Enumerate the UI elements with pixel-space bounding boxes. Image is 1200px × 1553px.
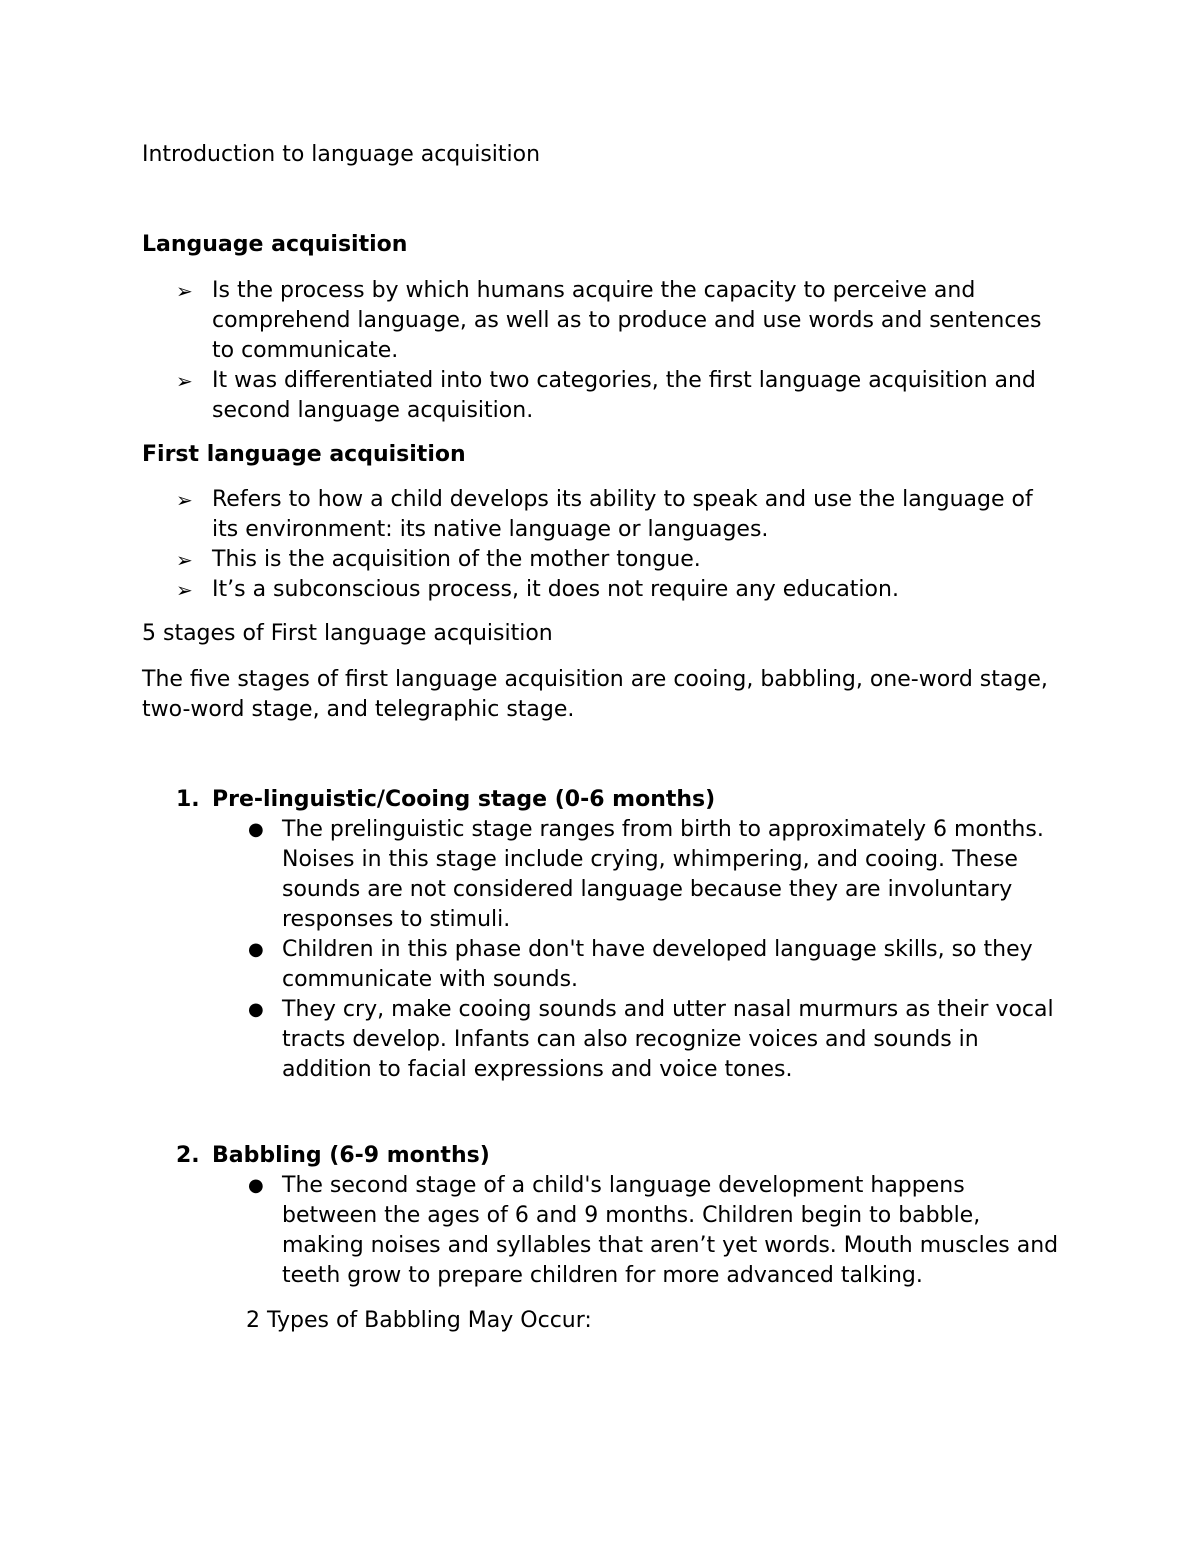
dot-bullet-icon: ●: [248, 819, 264, 840]
stages-heading: 5 stages of First language acquisition: [142, 621, 553, 646]
list-item-text: They cry, make cooing sounds and utter nasal murmurs as their vocal tracts develop. Infants can also recognize voices and sounds in addition to facial expressions and voice tones.: [282, 997, 1054, 1082]
stage-2-list: [176, 1171, 1066, 1291]
list-item: [142, 366, 1062, 426]
stage-2: [176, 1141, 1066, 1336]
stage-1: [176, 785, 1066, 1085]
list-item: [176, 995, 1066, 1085]
list-item-text: The second stage of a child's language development happens between the ages of 6 and 9 months. Children begin to babble, making noises and syllables that aren’t yet words. Mouth muscles and teeth grow to prepare children for more advanced talking.: [282, 1173, 1059, 1288]
section-heading-first-language-acquisition: First language acquisition: [142, 442, 466, 467]
first-language-acquisition-list: [142, 485, 1062, 605]
stage-number: 2.: [176, 1143, 200, 1168]
arrow-bullet-icon: ➢: [176, 369, 193, 393]
section-heading-language-acquisition: Language acquisition: [142, 232, 408, 257]
list-item: [142, 276, 1062, 366]
list-item: [142, 575, 1062, 605]
list-item-text: It was differentiated into two categories, the first language acquisition and second language acquisition.: [212, 368, 1036, 423]
arrow-bullet-icon: ➢: [176, 279, 193, 303]
stage-heading: [176, 785, 1066, 815]
document-page: [142, 0, 1062, 1553]
list-item-text: Children in this phase don't have developed language skills, so they communicate with sounds.: [282, 937, 1033, 992]
list-item-text: Refers to how a child develops its ability to speak and use the language of its environment: its native language or languages.: [212, 487, 1033, 542]
list-item-text: It’s a subconscious process, it does not require any education.: [212, 577, 899, 602]
list-item: [176, 1171, 1066, 1291]
stage-heading: [176, 1141, 1066, 1171]
arrow-bullet-icon: ➢: [176, 548, 193, 572]
list-item: [176, 815, 1066, 935]
arrow-bullet-icon: ➢: [176, 578, 193, 602]
stage-title: Babbling (6-9 months): [212, 1143, 490, 1168]
list-item: [142, 545, 1062, 575]
list-item: [176, 935, 1066, 995]
language-acquisition-list: [142, 276, 1062, 426]
dot-bullet-icon: ●: [248, 939, 264, 960]
arrow-bullet-icon: ➢: [176, 488, 193, 512]
stage-1-list: [176, 815, 1066, 1085]
stages-intro: The five stages of first language acquisition are cooing, babbling, one-word stage, two-word stage, and telegraphic stage.: [142, 667, 1048, 722]
babbling-types-note: 2 Types of Babbling May Occur:: [246, 1308, 592, 1333]
list-item-text: This is the acquisition of the mother tongue.: [212, 547, 701, 572]
dot-bullet-icon: ●: [248, 999, 264, 1020]
stage-number: 1.: [176, 787, 200, 812]
list-item: [142, 485, 1062, 545]
stage-title: Pre-linguistic/Cooing stage (0-6 months): [212, 787, 716, 812]
document-title: Introduction to language acquisition: [142, 142, 541, 167]
list-item-text: Is the process by which humans acquire the capacity to perceive and comprehend language, as well as to produce and use words and sentences to communicate.: [212, 278, 1042, 363]
dot-bullet-icon: ●: [248, 1175, 264, 1196]
list-item-text: The prelinguistic stage ranges from birth to approximately 6 months. Noises in this stage include crying, whimpering, and cooing. These sounds are not considered language because they are involuntary responses to stimuli.: [282, 817, 1044, 932]
